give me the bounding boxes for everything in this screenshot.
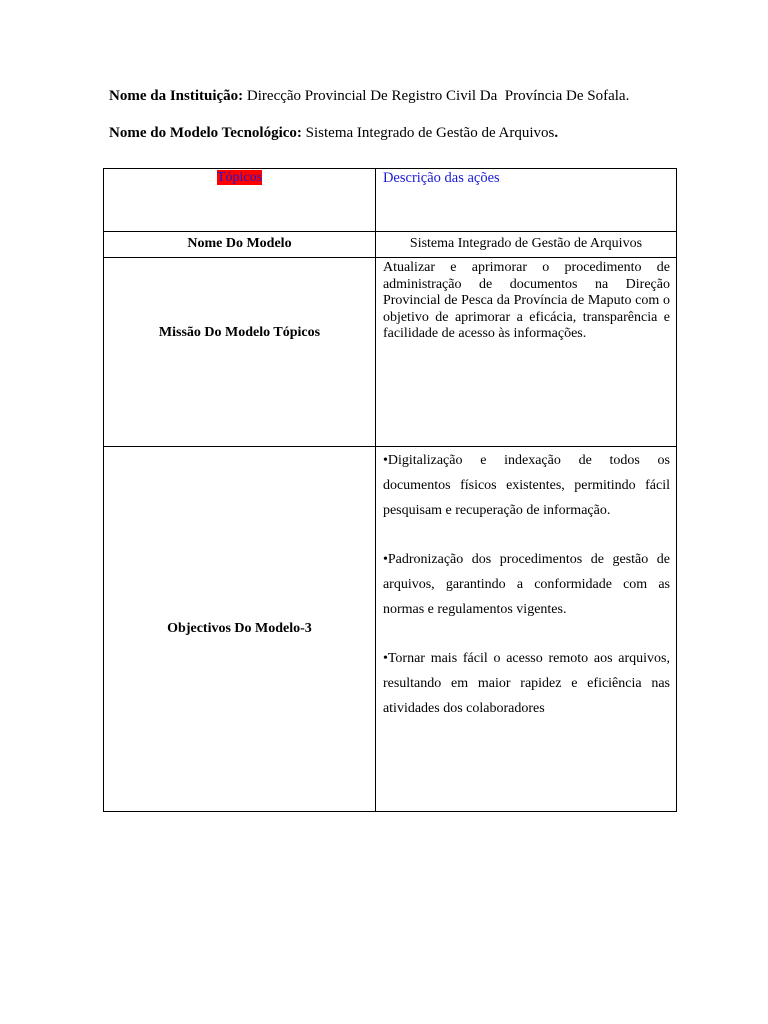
topic-cell: Objectivos Do Modelo-3 (104, 447, 376, 812)
model-value: Sistema Integrado de Gestão de Arquivos (301, 125, 555, 141)
table-row (104, 258, 677, 447)
table-row (104, 232, 677, 258)
topics-header-cell (104, 169, 376, 232)
institution-value: Direcção Provincial De Registro Civil Da Província De Sofala. (243, 88, 630, 104)
objectives-cell (375, 447, 676, 812)
topics-header: Tópicos (216, 170, 263, 185)
model-period: . (554, 125, 559, 141)
objective-item: •Padronização dos procedimentos de gestão de arquivos, garantindo a conformidade com as normas e regulamentos vigentes. (382, 552, 670, 617)
topic-cell: Nome Do Modelo (104, 232, 376, 258)
topic-cell: Missão Do Modelo Tópicos (104, 258, 376, 447)
description-cell: Atualizar e aprimorar o procedimento de administração de documentos na Direção Provincial de Pesca da Província de Maputo com o objetivo de aprimorar a eficácia, transparência e facilidade de acesso às informações. (375, 258, 676, 447)
model-table (103, 168, 677, 812)
description-cell: Sistema Integrado de Gestão de Arquivos (375, 232, 676, 258)
institution-label: Nome da Instituição: (109, 88, 244, 104)
table-row (104, 447, 677, 812)
model-label: Nome do Modelo Tecnológico: (109, 125, 302, 141)
institution-line (109, 87, 629, 105)
model-line (109, 124, 558, 142)
table-header-row (104, 169, 677, 232)
description-header: Descrição das ações (375, 169, 676, 232)
objective-item: •Digitalização e indexação de todos os documentos físicos existentes, permitindo fácil pesquisam e recuperação de informação. (382, 453, 670, 518)
objective-item: •Tornar mais fácil o acesso remoto aos arquivos, resultando em maior rapidez e eficiência nas atividades dos colaboradores (382, 651, 670, 716)
